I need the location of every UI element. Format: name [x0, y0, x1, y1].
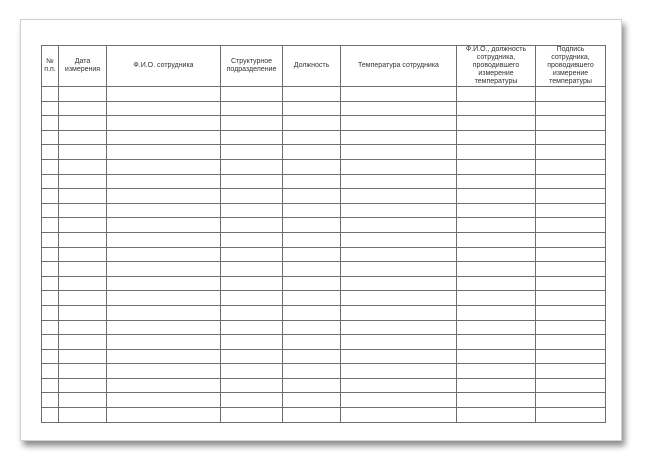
table-cell [107, 232, 221, 247]
table-cell [457, 203, 536, 218]
table-row [42, 305, 606, 320]
table-cell [283, 130, 341, 145]
table-cell [59, 203, 107, 218]
table-cell [221, 276, 283, 291]
table-cell [221, 174, 283, 189]
table-cell [536, 276, 606, 291]
table-cell [457, 174, 536, 189]
table-cell [283, 174, 341, 189]
table-cell [59, 218, 107, 233]
table-cell [536, 305, 606, 320]
table-row [42, 349, 606, 364]
table-cell [283, 232, 341, 247]
table-cell [457, 87, 536, 102]
col-header-number: № п.п. [42, 46, 59, 87]
table-cell [42, 291, 59, 306]
table-cell [59, 189, 107, 204]
table-cell [457, 116, 536, 131]
table-cell [457, 159, 536, 174]
table-cell [42, 116, 59, 131]
table-cell [107, 189, 221, 204]
table-cell [536, 320, 606, 335]
table-cell [341, 174, 457, 189]
table-cell [457, 130, 536, 145]
table-cell [341, 291, 457, 306]
table-cell [221, 87, 283, 102]
table-cell [221, 218, 283, 233]
table-cell [59, 116, 107, 131]
table-row [42, 408, 606, 423]
table-cell [457, 305, 536, 320]
table-cell [341, 262, 457, 277]
table-cell [457, 189, 536, 204]
table-cell [107, 159, 221, 174]
col-header-department: Структурное подразделение [221, 46, 283, 87]
table-cell [107, 130, 221, 145]
header-row [42, 46, 606, 87]
table-cell [107, 364, 221, 379]
table-body [42, 87, 606, 423]
table-row [42, 291, 606, 306]
table-cell [42, 130, 59, 145]
table-cell [107, 276, 221, 291]
table-cell [42, 174, 59, 189]
table-cell [536, 262, 606, 277]
table-cell [59, 291, 107, 306]
table-cell [283, 218, 341, 233]
table-cell [457, 378, 536, 393]
table-cell [283, 276, 341, 291]
table-row [42, 218, 606, 233]
table-cell [341, 393, 457, 408]
table-cell [536, 247, 606, 262]
table-cell [536, 159, 606, 174]
table-cell [283, 116, 341, 131]
table-cell [341, 130, 457, 145]
table-cell [283, 364, 341, 379]
table-cell [107, 349, 221, 364]
table-cell [107, 378, 221, 393]
table-cell [341, 320, 457, 335]
table-cell [457, 320, 536, 335]
table-cell [59, 159, 107, 174]
table-cell [59, 87, 107, 102]
table-cell [536, 408, 606, 423]
table-cell [536, 218, 606, 233]
table-cell [107, 291, 221, 306]
table-cell [341, 101, 457, 116]
table-cell [59, 101, 107, 116]
table-cell [107, 203, 221, 218]
table-cell [42, 305, 59, 320]
table-cell [221, 145, 283, 160]
table-cell [457, 101, 536, 116]
table-cell [283, 145, 341, 160]
col-header-employee-name: Ф.И.О. сотрудника [107, 46, 221, 87]
table-cell [107, 101, 221, 116]
col-header-position: Должность [283, 46, 341, 87]
table-cell [341, 247, 457, 262]
table-row [42, 203, 606, 218]
table-row [42, 262, 606, 277]
table-cell [536, 393, 606, 408]
table-cell [42, 408, 59, 423]
table-cell [536, 116, 606, 131]
table-cell [536, 101, 606, 116]
table-cell [536, 87, 606, 102]
table-row [42, 189, 606, 204]
table-cell [221, 291, 283, 306]
table-cell [457, 218, 536, 233]
table-cell [536, 378, 606, 393]
table-cell [457, 262, 536, 277]
table-cell [536, 335, 606, 350]
table-cell [59, 174, 107, 189]
table-cell [42, 320, 59, 335]
table-cell [341, 378, 457, 393]
table-cell [59, 408, 107, 423]
table-cell [536, 189, 606, 204]
table-row [42, 159, 606, 174]
table-cell [42, 159, 59, 174]
table-cell [457, 393, 536, 408]
table-cell [283, 159, 341, 174]
table-cell [341, 335, 457, 350]
table-cell [341, 232, 457, 247]
table-cell [42, 218, 59, 233]
table-row [42, 276, 606, 291]
table-cell [42, 145, 59, 160]
table-cell [59, 247, 107, 262]
table-cell [221, 130, 283, 145]
table-cell [341, 408, 457, 423]
table-cell [536, 291, 606, 306]
table-cell [107, 174, 221, 189]
table-cell [341, 349, 457, 364]
table-cell [42, 364, 59, 379]
table-cell [457, 349, 536, 364]
table-cell [341, 305, 457, 320]
table-cell [107, 320, 221, 335]
table-cell [107, 305, 221, 320]
table-row [42, 145, 606, 160]
table-cell [457, 291, 536, 306]
table-cell [59, 349, 107, 364]
table-cell [283, 305, 341, 320]
table-row [42, 130, 606, 145]
table-cell [283, 203, 341, 218]
table-cell [457, 408, 536, 423]
table-cell [221, 320, 283, 335]
table-row [42, 247, 606, 262]
table-cell [42, 393, 59, 408]
table-row [42, 232, 606, 247]
table-cell [221, 335, 283, 350]
table-row [42, 393, 606, 408]
table-cell [283, 320, 341, 335]
table-row [42, 378, 606, 393]
table-cell [42, 349, 59, 364]
table-cell [283, 408, 341, 423]
table-cell [59, 262, 107, 277]
table-cell [283, 349, 341, 364]
table-cell [42, 335, 59, 350]
table-cell [283, 262, 341, 277]
table-row [42, 320, 606, 335]
table-cell [341, 218, 457, 233]
table-cell [221, 159, 283, 174]
table-cell [536, 145, 606, 160]
table-cell [341, 159, 457, 174]
table-cell [536, 174, 606, 189]
table-cell [283, 291, 341, 306]
table-cell [457, 247, 536, 262]
table-cell [59, 130, 107, 145]
table-cell [42, 247, 59, 262]
table-cell [283, 101, 341, 116]
table-cell [536, 232, 606, 247]
table-cell [341, 203, 457, 218]
table-cell [107, 393, 221, 408]
table-cell [221, 364, 283, 379]
table-cell [42, 232, 59, 247]
table-cell [221, 116, 283, 131]
table-cell [59, 393, 107, 408]
table-cell [59, 305, 107, 320]
table-row [42, 116, 606, 131]
table-cell [341, 145, 457, 160]
table-cell [42, 276, 59, 291]
table-cell [221, 101, 283, 116]
table-cell [107, 218, 221, 233]
table-cell [42, 378, 59, 393]
table-cell [457, 276, 536, 291]
table-cell [457, 145, 536, 160]
table-cell [107, 116, 221, 131]
table-cell [59, 320, 107, 335]
table-cell [283, 393, 341, 408]
table-cell [221, 305, 283, 320]
table-cell [107, 247, 221, 262]
table-cell [341, 364, 457, 379]
journal-sheet [20, 19, 622, 441]
table-cell [42, 189, 59, 204]
table-cell [283, 87, 341, 102]
table-cell [536, 130, 606, 145]
table-cell [221, 378, 283, 393]
table-cell [457, 335, 536, 350]
table-cell [42, 87, 59, 102]
table-row [42, 101, 606, 116]
table-cell [221, 349, 283, 364]
table-cell [283, 378, 341, 393]
table-cell [221, 393, 283, 408]
table-cell [107, 335, 221, 350]
col-header-signature: Подпись сотрудника, проводившего измерение температуры [536, 46, 606, 87]
table-cell [221, 203, 283, 218]
table-row [42, 335, 606, 350]
table-cell [59, 378, 107, 393]
table-cell [341, 87, 457, 102]
table-cell [283, 247, 341, 262]
table-cell [42, 203, 59, 218]
table-cell [457, 364, 536, 379]
table-cell [457, 232, 536, 247]
table-row [42, 87, 606, 102]
temperature-log-table [41, 45, 606, 423]
table-cell [107, 262, 221, 277]
table-cell [283, 189, 341, 204]
table-cell [221, 408, 283, 423]
table-cell [59, 145, 107, 160]
table-row [42, 364, 606, 379]
table-cell [59, 276, 107, 291]
table-cell [107, 145, 221, 160]
table-cell [42, 262, 59, 277]
table-cell [536, 364, 606, 379]
col-header-date: Дата измерения [59, 46, 107, 87]
table-cell [221, 262, 283, 277]
col-header-temperature: Температура сотрудника [341, 46, 457, 87]
table-cell [59, 364, 107, 379]
table-cell [341, 116, 457, 131]
table-cell [536, 349, 606, 364]
table-cell [283, 335, 341, 350]
table-cell [221, 232, 283, 247]
table-cell [42, 101, 59, 116]
table-row [42, 174, 606, 189]
table-cell [221, 189, 283, 204]
table-cell [536, 203, 606, 218]
table-cell [341, 276, 457, 291]
table-cell [107, 408, 221, 423]
table-cell [59, 232, 107, 247]
table-cell [341, 189, 457, 204]
col-header-measurer: Ф.И.О., должность сотрудника, проводившего измерение температуры [457, 46, 536, 87]
table-cell [221, 247, 283, 262]
table-cell [107, 87, 221, 102]
table-cell [59, 335, 107, 350]
